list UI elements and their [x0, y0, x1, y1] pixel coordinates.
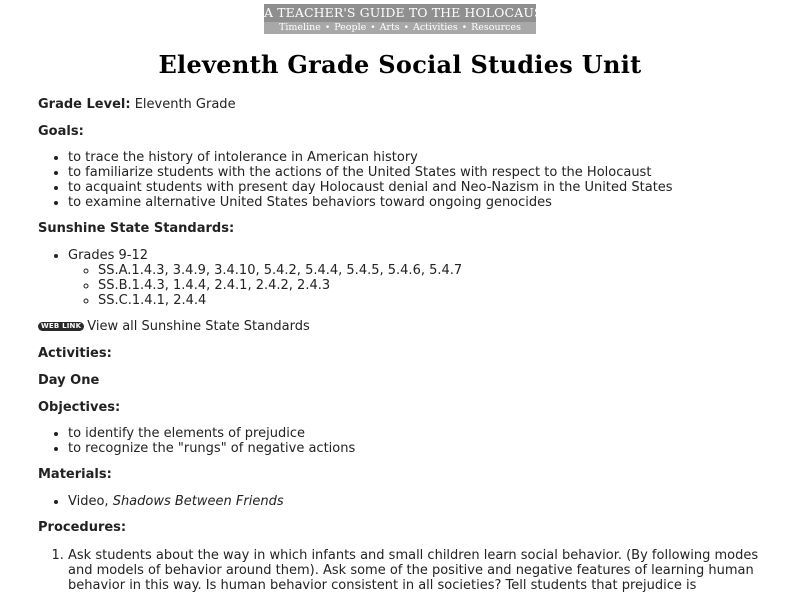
nav-separator: • — [403, 23, 409, 33]
list-item: ◦ SS.A.1.4.3, 3.4.9, 3.4.10, 5.4.2, 5.4.4, 5.4.5, 5.4.6, 5.4.7 — [98, 263, 778, 278]
day-one-heading: Day One — [38, 373, 100, 388]
objectives-heading: Objectives: — [38, 400, 121, 415]
standards-list — [38, 248, 778, 308]
nav-arts[interactable]: Arts — [379, 22, 400, 33]
nav-timeline[interactable]: Timeline — [279, 22, 321, 33]
nav-separator: • — [370, 23, 376, 33]
procedures-heading: Procedures: — [38, 520, 127, 535]
activities-heading: Activities: — [38, 346, 112, 361]
list-item: ◦ SS.B.1.4.3, 1.4.4, 2.4.1, 2.4.2, 2.4.3 — [98, 278, 778, 293]
main-content — [38, 96, 778, 593]
nav-separator: • — [324, 23, 331, 33]
site-nav — [264, 22, 536, 34]
materials-prefix: Video, — [68, 494, 113, 509]
page-title: Eleventh Grade Social Studies Unit — [158, 50, 642, 79]
grade-level-label: Grade Level: — [38, 97, 131, 112]
list-item: • to familiarize students with the actions of the United States with respect to the Holocaust — [68, 165, 778, 180]
materials-heading: Materials: — [38, 467, 112, 482]
list-item: 1. Ask students about the way in which infants and small children learn social behavior. (By following modes and models of behavior around them). Ask some of the positive and negative features of learning human behavior in this way. Is human behavior consistent in all societies? Tell students that prejudice is — [68, 548, 778, 593]
goals-heading: Goals: — [38, 124, 84, 139]
nav-people[interactable]: People — [334, 22, 367, 33]
list-item: • to acquaint students with present day Holocaust denial and Neo-Nazism in the United States — [68, 180, 778, 195]
objectives-list — [38, 426, 778, 456]
view-standards-row — [38, 318, 778, 336]
grade-level-row — [38, 96, 778, 114]
list-item — [68, 494, 778, 509]
web-link-icon[interactable]: WEB LINK — [38, 322, 84, 331]
nav-separator: • — [461, 23, 468, 33]
view-all-standards-link[interactable]: View all Sunshine State Standards — [87, 319, 310, 334]
nav-resources[interactable]: Resources — [471, 22, 521, 33]
list-item: • to recognize the "rungs" of negative actions — [68, 441, 778, 456]
list-item — [68, 248, 778, 308]
list-item: • to identify the elements of prejudice — [68, 426, 778, 441]
materials-video-title: Shadows Between Friends — [112, 494, 284, 509]
standards-sublist — [68, 263, 778, 308]
site-banner — [264, 4, 552, 34]
standards-heading: Sunshine State Standards: — [38, 221, 235, 236]
grade-level-value: Eleventh Grade — [134, 97, 236, 112]
standards-grades: Grades 9-12 — [68, 248, 149, 263]
list-item: • to examine alternative United States behaviors toward ongoing genocides — [68, 195, 778, 210]
procedures-list — [38, 548, 778, 593]
nav-activities[interactable]: Activities — [412, 22, 458, 33]
materials-list — [38, 494, 778, 509]
list-item: ◦ SS.C.1.4.1, 2.4.4 — [98, 293, 778, 308]
goals-list — [38, 150, 778, 210]
list-item: • to trace the history of intolerance in American history — [68, 150, 778, 165]
site-title[interactable]: A TEACHER'S GUIDE TO THE HOLOCAUST — [264, 5, 552, 20]
